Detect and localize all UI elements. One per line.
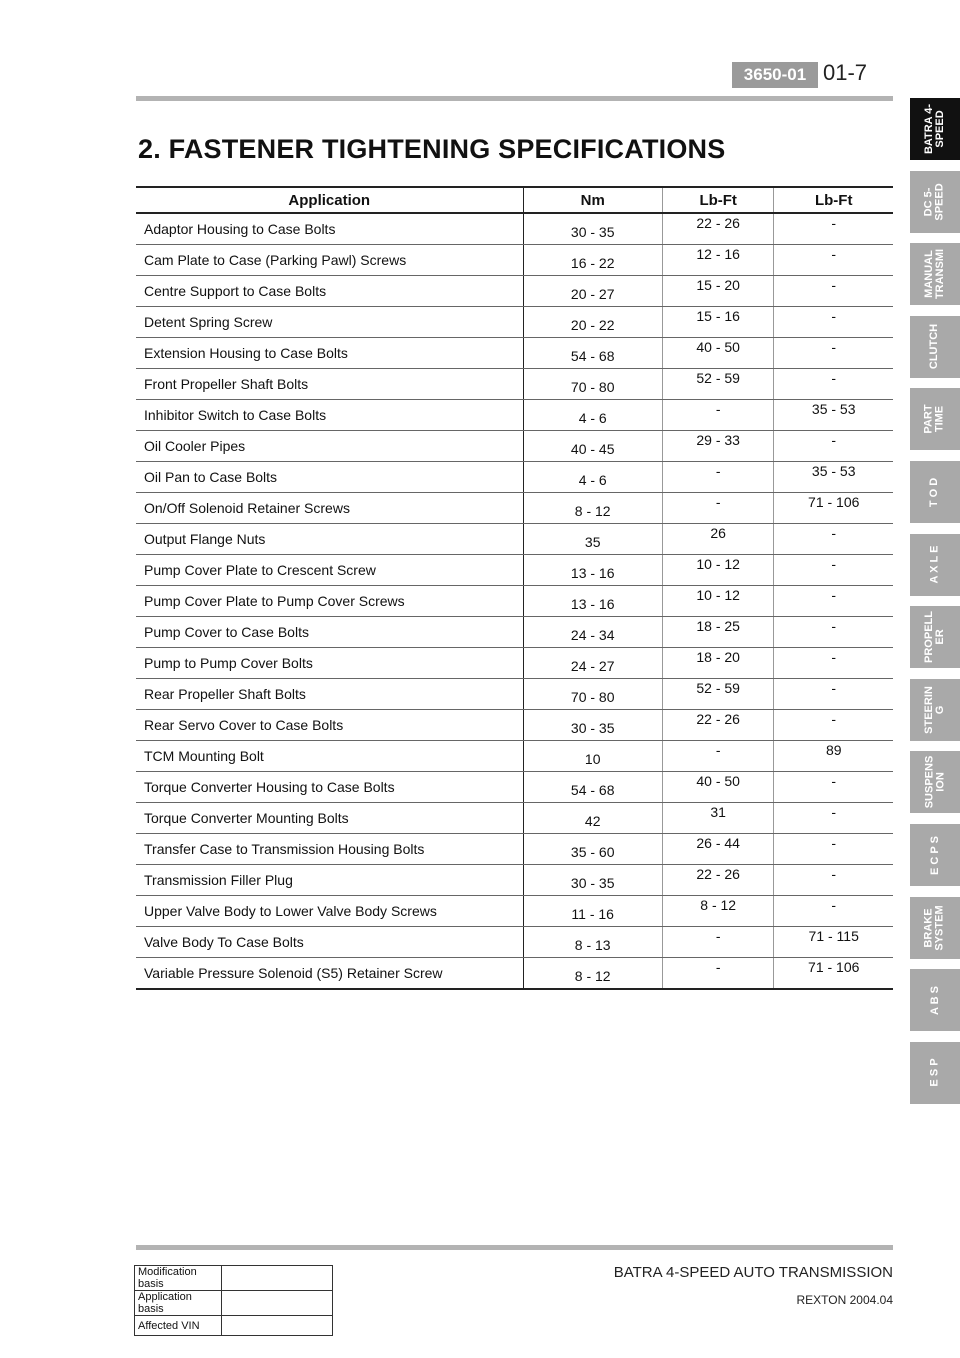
nm-cell: 40 - 45 xyxy=(523,431,662,462)
sidebar-tab-label: PROPELL ER xyxy=(923,611,947,664)
lbft-cell: 22 - 26 xyxy=(662,710,774,741)
lbft-cell: - xyxy=(662,927,774,958)
lbft-cell: 15 - 16 xyxy=(662,307,774,338)
lbft-cell: - xyxy=(662,400,774,431)
page-title: 2. FASTENER TIGHTENING SPECIFICATIONS xyxy=(138,134,726,164)
table-row xyxy=(136,213,893,245)
lbft-alt-cell: - xyxy=(774,834,893,865)
lbft-alt-cell: - xyxy=(774,772,893,803)
lbft-cell: 26 - 44 xyxy=(662,834,774,865)
table-row xyxy=(136,400,893,431)
application-cell: On/Off Solenoid Retainer Screws xyxy=(136,493,523,524)
nm-cell: 24 - 34 xyxy=(523,617,662,648)
application-cell: Upper Valve Body to Lower Valve Body Screws xyxy=(136,896,523,927)
table-row xyxy=(136,896,893,927)
table-row xyxy=(136,927,893,958)
application-cell: Torque Converter Mounting Bolts xyxy=(136,803,523,834)
modification-basis-value xyxy=(222,1266,333,1291)
nm-cell: 30 - 35 xyxy=(523,865,662,896)
lbft-cell: - xyxy=(662,958,774,990)
sidebar-tab-label: E C P S xyxy=(928,835,941,875)
nm-cell: 20 - 27 xyxy=(523,276,662,307)
affected-vin-label: Affected VIN xyxy=(135,1316,222,1336)
sidebar-tab-label: T O D xyxy=(928,477,941,507)
table-row xyxy=(136,586,893,617)
sidebar-tab-label: MANUAL TRANSMI xyxy=(923,249,947,300)
lbft-cell: - xyxy=(662,462,774,493)
table-row xyxy=(136,462,893,493)
lbft-alt-cell: - xyxy=(774,307,893,338)
table-row xyxy=(136,772,893,803)
sidebar-tab-4[interactable] xyxy=(910,388,960,450)
nm-cell: 8 - 12 xyxy=(523,493,662,524)
table-row xyxy=(136,679,893,710)
table-row xyxy=(135,1316,333,1336)
nm-cell: 24 - 27 xyxy=(523,648,662,679)
lbft-cell: 22 - 26 xyxy=(662,865,774,896)
lbft-alt-cell: 35 - 53 xyxy=(774,462,893,493)
application-cell: Torque Converter Housing to Case Bolts xyxy=(136,772,523,803)
nm-cell: 8 - 12 xyxy=(523,958,662,990)
sidebar-tab-label: SUSPENS ION xyxy=(923,756,947,809)
nm-cell: 30 - 35 xyxy=(523,710,662,741)
header-lbft: Lb-Ft xyxy=(662,187,774,213)
lbft-cell: - xyxy=(662,741,774,772)
header-application: Application xyxy=(136,187,523,213)
sidebar-tab-label: A X L E xyxy=(928,545,941,584)
nm-cell: 54 - 68 xyxy=(523,338,662,369)
application-cell: Transmission Filler Plug xyxy=(136,865,523,896)
sidebar-tab-6[interactable] xyxy=(910,534,960,596)
lbft-cell: 52 - 59 xyxy=(662,369,774,400)
lbft-alt-cell: 71 - 115 xyxy=(774,927,893,958)
nm-cell: 4 - 6 xyxy=(523,462,662,493)
application-cell: Extension Housing to Case Bolts xyxy=(136,338,523,369)
lbft-cell: 31 xyxy=(662,803,774,834)
application-cell: Pump Cover Plate to Pump Cover Screws xyxy=(136,586,523,617)
table-row xyxy=(136,617,893,648)
sidebar-tab-1[interactable] xyxy=(910,171,960,233)
sidebar-tab-5[interactable] xyxy=(910,461,960,523)
modification-table xyxy=(134,1265,333,1336)
sidebar-tab-0[interactable] xyxy=(910,98,960,160)
nm-cell: 8 - 13 xyxy=(523,927,662,958)
modification-basis-label: Modification basis xyxy=(135,1266,222,1291)
header-lbft-2: Lb-Ft xyxy=(774,187,893,213)
sidebar-tab-7[interactable] xyxy=(910,606,960,668)
table-row xyxy=(136,865,893,896)
lbft-alt-cell: - xyxy=(774,896,893,927)
sidebar-tab-2[interactable] xyxy=(910,243,960,305)
sidebar-tab-10[interactable] xyxy=(910,824,960,886)
lbft-alt-cell: - xyxy=(774,431,893,462)
nm-cell: 30 - 35 xyxy=(523,213,662,245)
table-row xyxy=(136,648,893,679)
lbft-alt-cell: - xyxy=(774,213,893,245)
table-row xyxy=(136,493,893,524)
lbft-cell: 40 - 50 xyxy=(662,338,774,369)
lbft-alt-cell: - xyxy=(774,803,893,834)
lbft-alt-cell: - xyxy=(774,710,893,741)
lbft-cell: 29 - 33 xyxy=(662,431,774,462)
lbft-alt-cell: 89 xyxy=(774,741,893,772)
sidebar-tab-9[interactable] xyxy=(910,751,960,813)
nm-cell: 10 xyxy=(523,741,662,772)
affected-vin-value xyxy=(222,1316,333,1336)
nm-cell: 42 xyxy=(523,803,662,834)
table-row xyxy=(136,276,893,307)
sidebar-tab-12[interactable] xyxy=(910,969,960,1031)
sidebar-tab-11[interactable] xyxy=(910,897,960,959)
sidebar-tab-label: BRAKE SYSTEM xyxy=(922,904,946,951)
application-cell: Output Flange Nuts xyxy=(136,524,523,555)
lbft-cell: 26 xyxy=(662,524,774,555)
table-row xyxy=(136,710,893,741)
sidebar-tab-3[interactable] xyxy=(910,316,960,378)
lbft-cell: 22 - 26 xyxy=(662,213,774,245)
nm-cell: 35 xyxy=(523,524,662,555)
application-cell: Front Propeller Shaft Bolts xyxy=(136,369,523,400)
application-cell: TCM Mounting Bolt xyxy=(136,741,523,772)
sidebar-tab-label: STEERIN G xyxy=(923,685,946,734)
nm-cell: 54 - 68 xyxy=(523,772,662,803)
lbft-alt-cell: - xyxy=(774,524,893,555)
lbft-cell: 12 - 16 xyxy=(662,245,774,276)
lbft-alt-cell: - xyxy=(774,338,893,369)
nm-cell: 11 - 16 xyxy=(523,896,662,927)
lbft-cell: 10 - 12 xyxy=(662,586,774,617)
sidebar-tab-label: PART TIME xyxy=(922,404,946,434)
lbft-alt-cell: - xyxy=(774,648,893,679)
nm-cell: 70 - 80 xyxy=(523,679,662,710)
table-row xyxy=(136,958,893,990)
footer-subtitle: REXTON 2004.04 xyxy=(796,1293,893,1307)
application-cell: Oil Cooler Pipes xyxy=(136,431,523,462)
sidebar-tab-8[interactable] xyxy=(910,679,960,741)
lbft-cell: 18 - 20 xyxy=(662,648,774,679)
lbft-alt-cell: 35 - 53 xyxy=(774,400,893,431)
lbft-alt-cell: - xyxy=(774,586,893,617)
lbft-alt-cell: - xyxy=(774,276,893,307)
application-cell: Inhibitor Switch to Case Bolts xyxy=(136,400,523,431)
application-cell: Rear Servo Cover to Case Bolts xyxy=(136,710,523,741)
footer-title: BATRA 4-SPEED AUTO TRANSMISSION xyxy=(613,1264,893,1281)
footer-rule xyxy=(136,1245,893,1250)
table-row xyxy=(136,245,893,276)
table-row xyxy=(136,338,893,369)
application-cell: Valve Body To Case Bolts xyxy=(136,927,523,958)
application-basis-label: Application basis xyxy=(135,1291,222,1316)
application-cell: Cam Plate to Case (Parking Pawl) Screws xyxy=(136,245,523,276)
application-cell: Oil Pan to Case Bolts xyxy=(136,462,523,493)
nm-cell: 16 - 22 xyxy=(523,245,662,276)
sidebar-tab-label: BATRA 4- SPEED xyxy=(923,103,947,155)
section-code-badge: 3650-01 xyxy=(732,62,818,88)
application-cell: Rear Propeller Shaft Bolts xyxy=(136,679,523,710)
table-row xyxy=(136,555,893,586)
application-cell: Centre Support to Case Bolts xyxy=(136,276,523,307)
page-number: 01-7 xyxy=(823,60,868,85)
lbft-alt-cell: - xyxy=(774,369,893,400)
lbft-cell: 15 - 20 xyxy=(662,276,774,307)
table-header-row xyxy=(136,187,893,213)
nm-cell: 13 - 16 xyxy=(523,555,662,586)
application-cell: Transfer Case to Transmission Housing Bolts xyxy=(136,834,523,865)
application-cell: Pump Cover Plate to Crescent Screw xyxy=(136,555,523,586)
sidebar-tab-label: E S P xyxy=(928,1058,941,1087)
table-row xyxy=(136,524,893,555)
nm-cell: 20 - 22 xyxy=(523,307,662,338)
lbft-cell: 40 - 50 xyxy=(662,772,774,803)
table-row xyxy=(136,369,893,400)
table-row xyxy=(136,431,893,462)
nm-cell: 13 - 16 xyxy=(523,586,662,617)
application-cell: Pump to Pump Cover Bolts xyxy=(136,648,523,679)
nm-cell: 4 - 6 xyxy=(523,400,662,431)
fastener-spec-table xyxy=(136,186,893,990)
table-row xyxy=(135,1291,333,1316)
table-row xyxy=(136,834,893,865)
header-rule xyxy=(136,96,893,101)
sidebar-tab-label: DC 5- SPEED xyxy=(922,182,946,221)
lbft-alt-cell: - xyxy=(774,555,893,586)
nm-cell: 70 - 80 xyxy=(523,369,662,400)
table-row xyxy=(136,307,893,338)
application-cell: Adaptor Housing to Case Bolts xyxy=(136,213,523,245)
application-basis-value xyxy=(222,1291,333,1316)
table-row xyxy=(136,741,893,772)
sidebar-tab-13[interactable] xyxy=(910,1042,960,1104)
nm-cell: 35 - 60 xyxy=(523,834,662,865)
lbft-cell: 8 - 12 xyxy=(662,896,774,927)
table-row xyxy=(135,1266,333,1291)
application-cell: Detent Spring Screw xyxy=(136,307,523,338)
lbft-alt-cell: 71 - 106 xyxy=(774,493,893,524)
lbft-cell: 52 - 59 xyxy=(662,679,774,710)
lbft-cell: 18 - 25 xyxy=(662,617,774,648)
table-row xyxy=(136,803,893,834)
lbft-alt-cell: - xyxy=(774,865,893,896)
lbft-alt-cell: - xyxy=(774,617,893,648)
application-cell: Pump Cover to Case Bolts xyxy=(136,617,523,648)
lbft-alt-cell: - xyxy=(774,679,893,710)
sidebar-tab-label: A B S xyxy=(928,985,941,1015)
lbft-alt-cell: 71 - 106 xyxy=(774,958,893,990)
sidebar-tab-label: CLUTCH xyxy=(928,324,941,370)
lbft-alt-cell: - xyxy=(774,245,893,276)
lbft-cell: - xyxy=(662,493,774,524)
header-nm: Nm xyxy=(523,187,662,213)
application-cell: Variable Pressure Solenoid (S5) Retainer Screw xyxy=(144,965,443,981)
lbft-cell: 10 - 12 xyxy=(662,555,774,586)
